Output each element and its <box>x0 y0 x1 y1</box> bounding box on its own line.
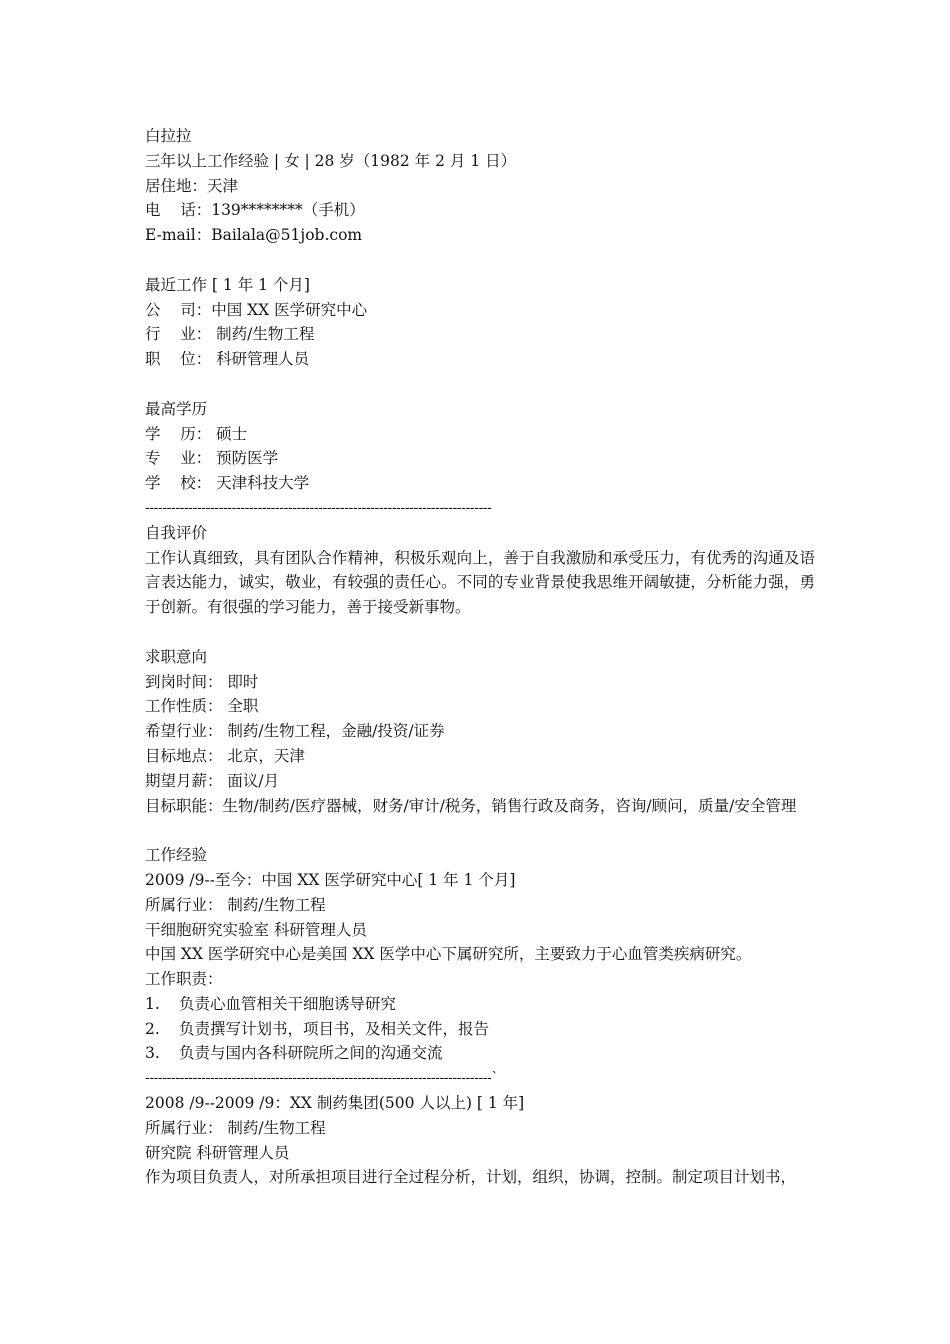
job1-dept: 干细胞研究实验室 科研管理人员 <box>145 920 367 939</box>
duty-text: 负责心血管相关干细胞诱导研究 <box>179 994 397 1013</box>
duty-number: 2. <box>145 1019 160 1038</box>
duty-text: 负责与国内各科研院所之间的沟通交流 <box>179 1044 443 1063</box>
duty-number: 1. <box>145 994 160 1013</box>
job2-period: 2008 /9--2009 /9：XX 制药集团(500 人以上) [ 1 年] <box>145 1094 525 1113</box>
job1-desc: 中国 XX 医学研究中心是美国 XX 医学中心下属研究所，主要致力于心血管类疾病研究。 <box>145 945 752 964</box>
intent-salary: 期望月薪： 面议/月 <box>145 771 280 790</box>
education-degree: 学 历： 硕士 <box>145 424 248 443</box>
residence: 居住地：天津 <box>145 176 239 195</box>
email: E-mail：Bailala@51job.com <box>145 226 363 245</box>
job1-duties-title: 工作职责： <box>145 970 223 989</box>
section-separator: -------------------------------------------------------------------------------- <box>145 499 492 516</box>
intent-arrival: 到岗时间： 即时 <box>145 672 259 691</box>
job1-period: 2009 /9--至今：中国 XX 医学研究中心[ 1 年 1 个月] <box>145 870 516 889</box>
job2-industry: 所属行业： 制药/生物工程 <box>145 1118 326 1137</box>
job2-desc: 作为项目负责人，对所承担项目进行全过程分析，计划，组织，协调，控制。制定项目计划书， <box>145 1168 797 1187</box>
job1-duty <box>145 1017 815 1042</box>
recent-company: 公 司：中国 XX 医学研究中心 <box>145 300 368 319</box>
resume-page <box>145 124 815 1190</box>
job1-industry: 所属行业： 制药/生物工程 <box>145 895 326 914</box>
duty-number: 3. <box>145 1044 160 1063</box>
recent-position: 职 位： 科研管理人员 <box>145 350 310 369</box>
candidate-name: 白拉拉 <box>145 127 192 145</box>
education-title: 最高学历 <box>145 399 208 418</box>
phone: 电 话：139********（手机） <box>145 201 365 220</box>
intent-industry: 希望行业： 制药/生物工程，金融/投资/证券 <box>145 722 445 741</box>
job1-duty <box>145 1041 815 1066</box>
education-major: 专 业： 预防医学 <box>145 449 279 468</box>
experience-title: 工作经验 <box>145 846 208 865</box>
recent-work-title: 最近工作 [ 1 年 1 个月] <box>145 275 310 294</box>
intent-nature: 工作性质： 全职 <box>145 697 259 716</box>
self-evaluation-title: 自我评价 <box>145 523 208 542</box>
job2-dept: 研究院 科研管理人员 <box>145 1143 290 1162</box>
intent-location: 目标地点： 北京，天津 <box>145 746 305 765</box>
job-intent-title: 求职意向 <box>145 647 208 666</box>
duty-text: 负责撰写计划书，项目书，及相关文件，报告 <box>179 1019 490 1038</box>
education-school: 学 校： 天津科技大学 <box>145 474 310 493</box>
job1-duty <box>145 992 815 1017</box>
intent-functions: 目标职能：生物/制药/医疗器械，财务/审计/税务，销售行政及商务，咨询/顾问，质量/安全管理 <box>145 796 797 815</box>
self-evaluation-text: 工作认真细致，具有团队合作精神，积极乐观向上，善于自我激励和承受压力，有优秀的沟通及语言表达能力，诚实，敬业，有较强的责任心。不同的专业背景使我思维开阔敏捷，分析能力强，勇于创新。有很强的学习能力，善于接受新事物。 <box>145 548 815 617</box>
candidate-summary: 三年以上工作经验 | 女 | 28 岁（1982 年 2 月 1 日） <box>145 151 517 170</box>
section-separator: --------------------------------------------------------------------------------` <box>145 1070 499 1087</box>
recent-industry: 行 业： 制药/生物工程 <box>145 325 315 344</box>
